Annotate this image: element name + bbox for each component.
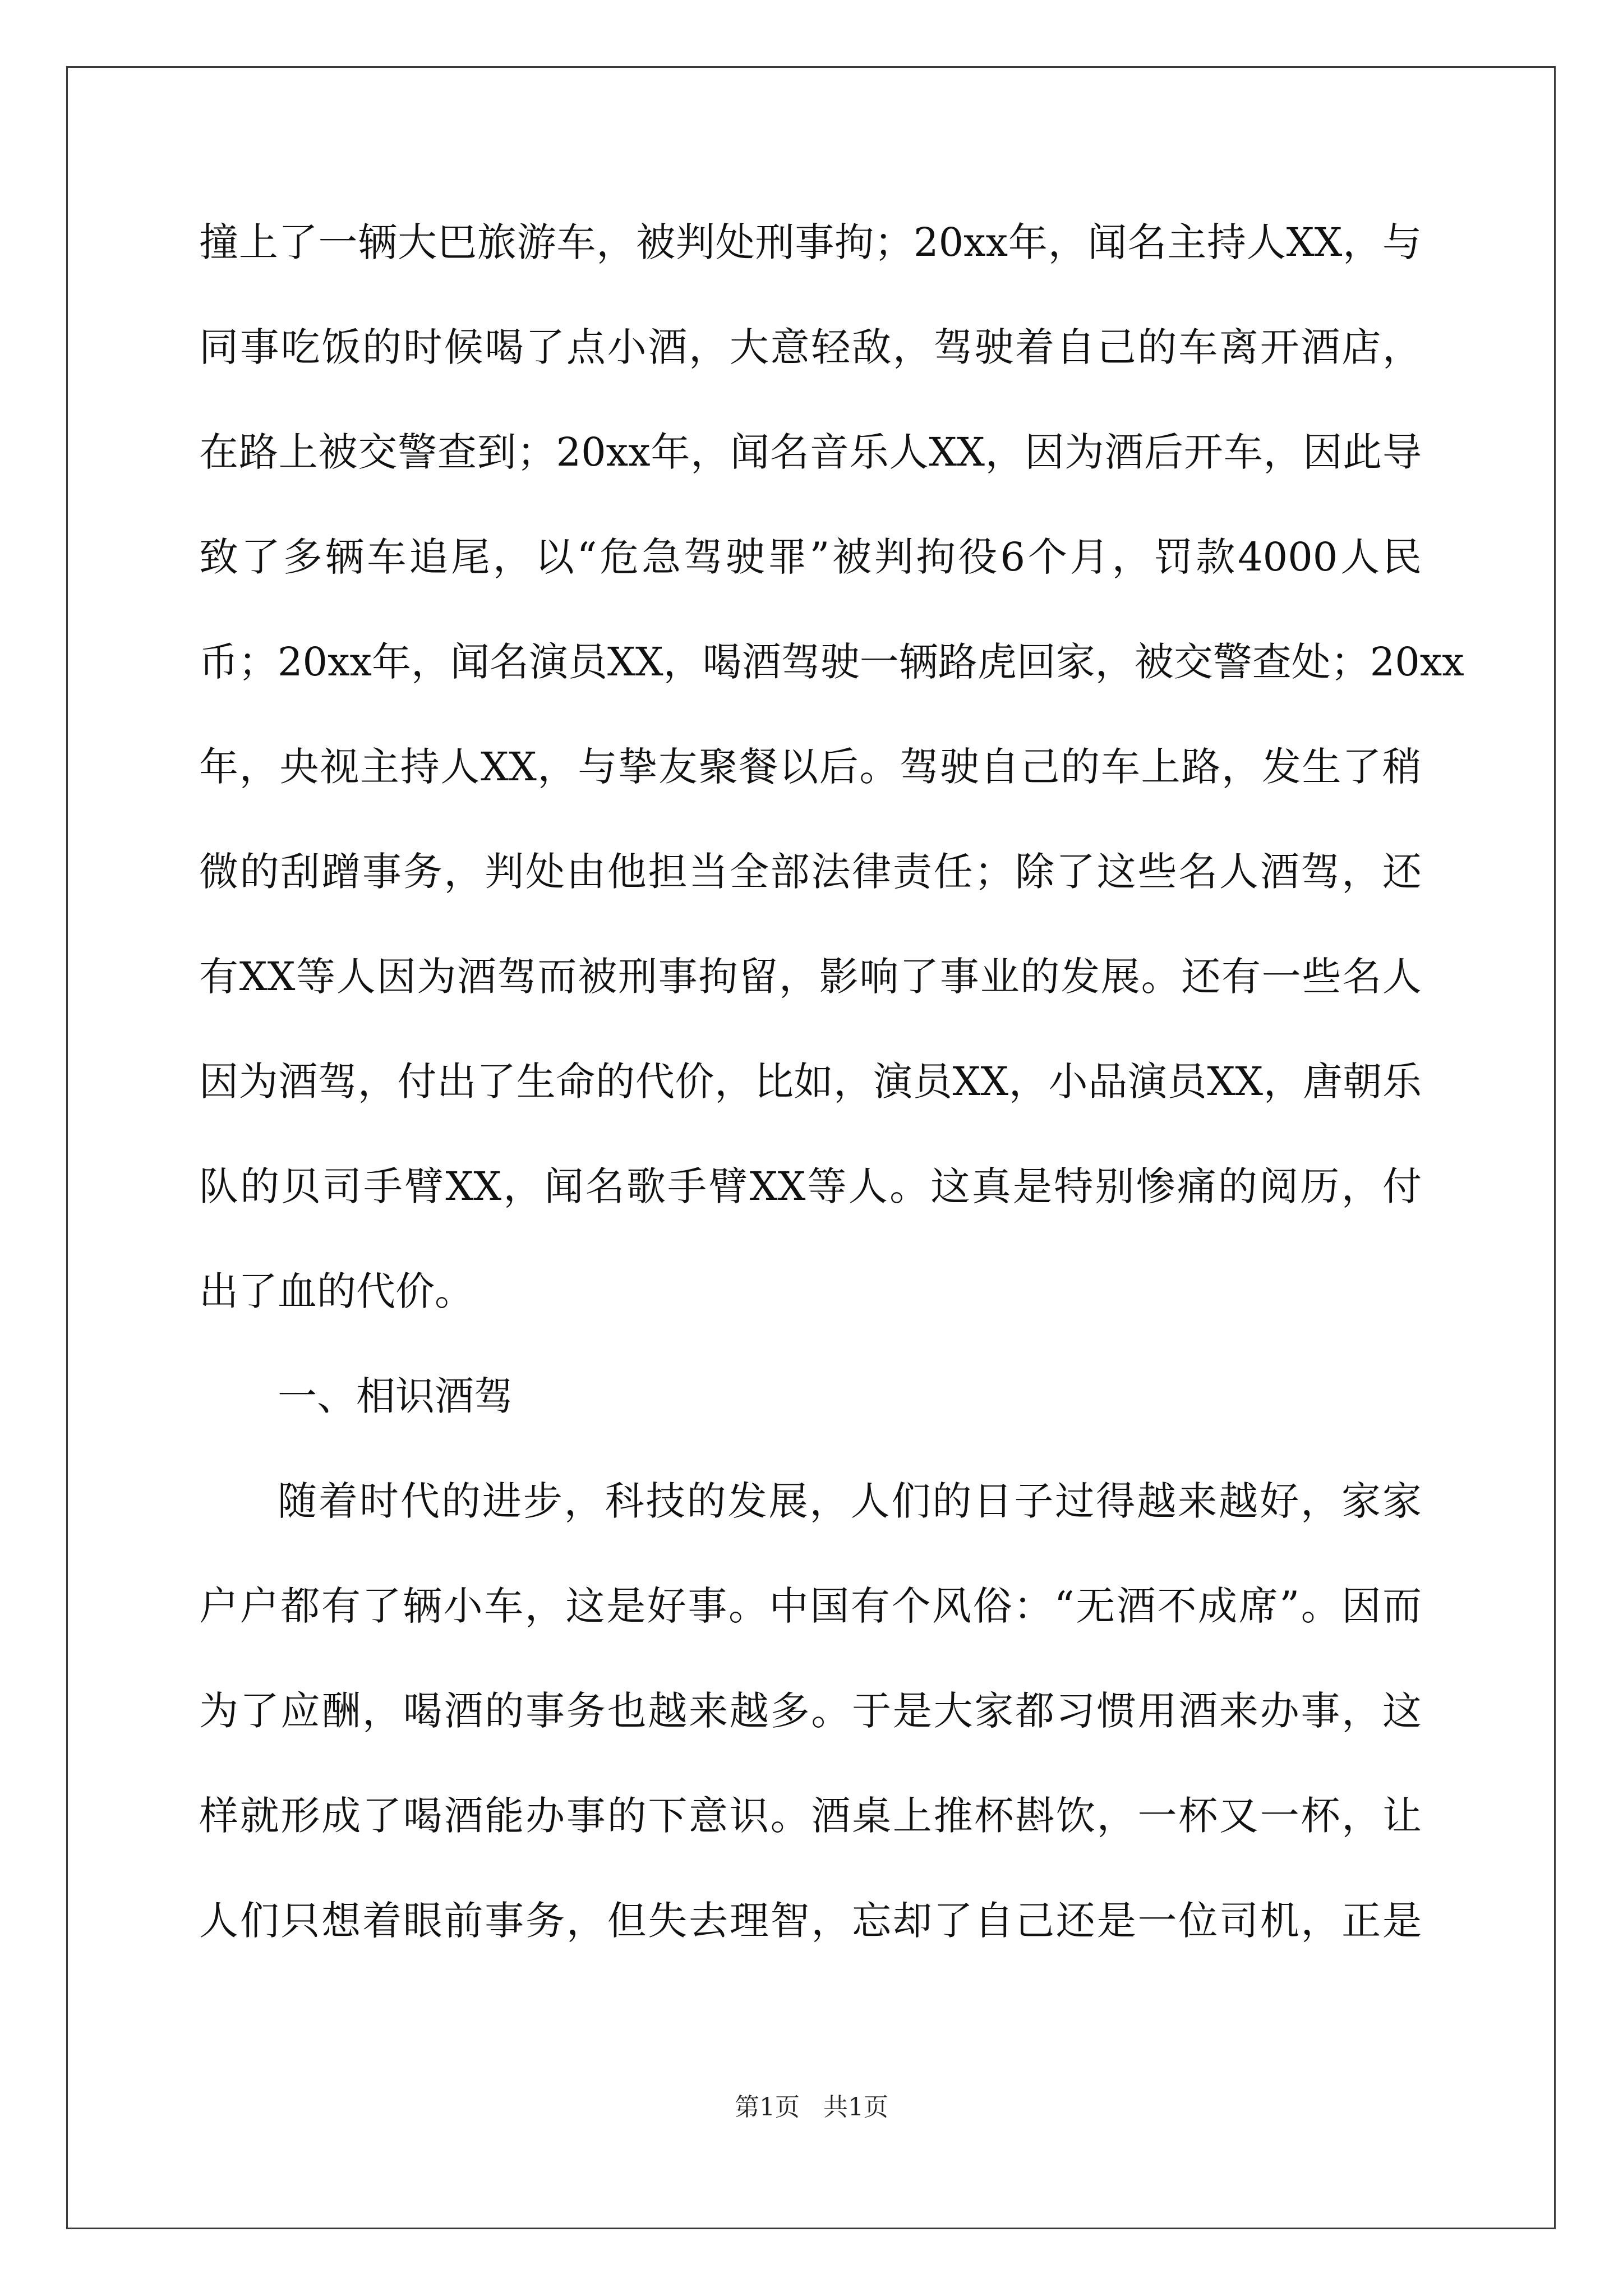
text-line: 随着时代的进步，科技的发展，人们的日子过得越来越好，家家: [278, 1478, 1422, 1524]
text-line: 撞上了一辆大巴旅游车，被判处刑事拘；20xx年，闻名主持人XX，与: [199, 219, 1422, 265]
text-line: 样就形成了喝酒能办事的下意识。酒桌上推杯斟饮，一杯又一杯，让: [199, 1793, 1422, 1839]
document-body: [199, 216, 1464, 1999]
text-line: 币；20xx年，闻名演员XX，喝酒驾驶一辆路虎回家，被交警查处；20xx: [199, 639, 1464, 685]
text-line: 因为酒驾，付出了生命的代价，比如，演员XX，小品演员XX，唐朝乐: [199, 1059, 1422, 1105]
text-line: 出了血的代价。: [199, 1268, 474, 1314]
text-line: 队的贝司手臂XX，闻名歌手臂XX等人。这真是特别惨痛的阅历，付: [199, 1163, 1422, 1209]
text-line: 在路上被交警查到；20xx年，闻名音乐人XX，因为酒后开车，因此导: [199, 429, 1422, 475]
text-line: 年，央视主持人XX，与挚友聚餐以后。驾驶自己的车上路，发生了稍: [199, 744, 1422, 790]
text-line: 有XX等人因为酒驾而被刑事拘留，影响了事业的发展。还有一些名人: [199, 954, 1422, 1000]
text-line: 为了应酬，喝酒的事务也越来越多。于是大家都习惯用酒来办事，这: [199, 1688, 1422, 1734]
section-heading: 一、相识酒驾: [278, 1373, 513, 1419]
text-line: 户户都有了辆小车，这是好事。中国有个风俗：“无酒不成席”。因而: [199, 1583, 1422, 1629]
page-number-footer: 第1页 共1页: [735, 2093, 888, 2122]
text-line: 同事吃饭的时候喝了点小酒，大意轻敌，驾驶着自己的车离开酒店，: [199, 324, 1422, 370]
text-line: 致了多辆车追尾，以“危急驾驶罪”被判拘役6个月，罚款4000人民: [199, 534, 1422, 580]
text-line: 微的刮蹭事务，判处由他担当全部法律责任；除了这些名人酒驾，还: [199, 849, 1422, 895]
text-line: 人们只想着眼前事务，但失去理智，忘却了自己还是一位司机，正是: [199, 1898, 1422, 1944]
